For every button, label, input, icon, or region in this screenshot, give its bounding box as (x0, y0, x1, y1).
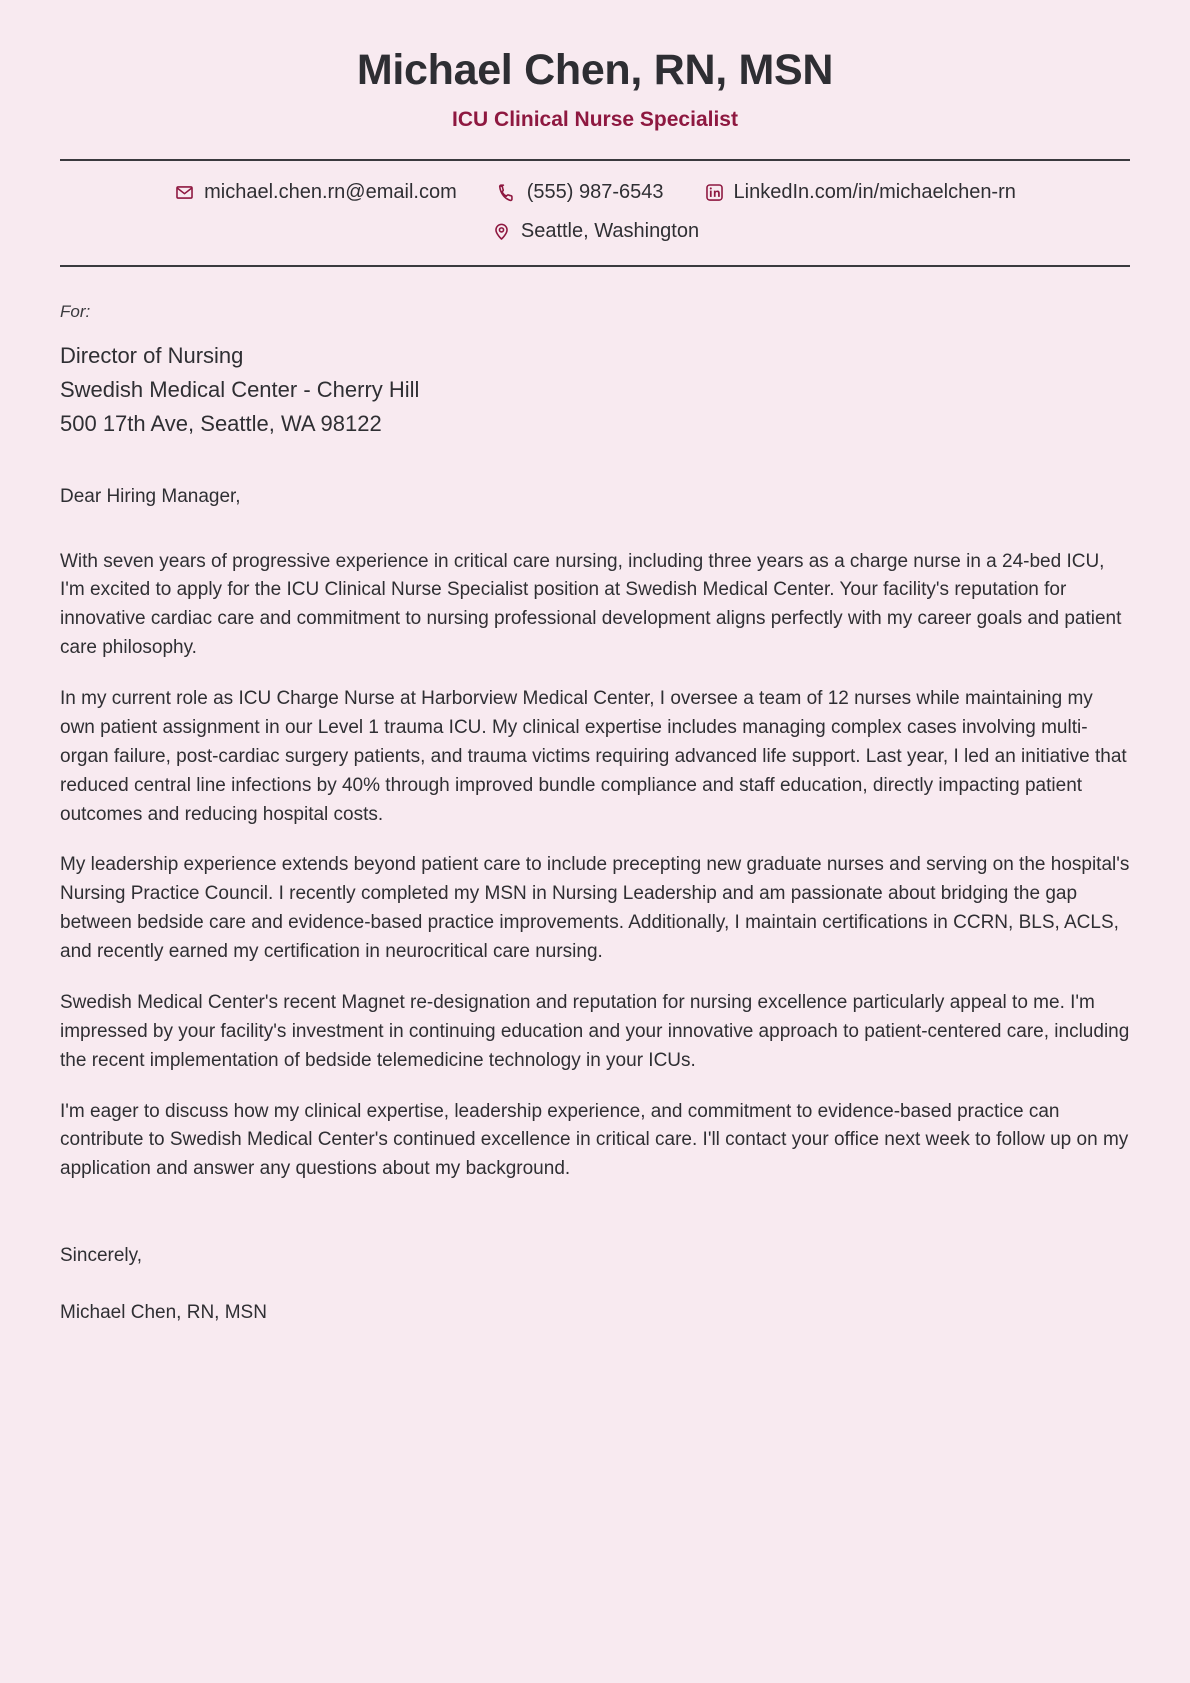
letter-paragraph: With seven years of progressive experience in critical care nursing, including three years as a charge nurse in a 24-bed ICU, I'm excited to apply for the ICU Clinical Nurse Specialist position at Swedish Medical Center. Your facility's reputation for innovative cardiac care and commitment to nursing professional development aligns perfectly with my career goals and patient care philosophy. (60, 550, 1122, 659)
contact-phone-text: (555) 987-6543 (526, 180, 664, 203)
letter-paragraph: Swedish Medical Center's recent Magnet re-designation and reputation for nursing excellence particularly appeal to me. I'm impressed by your facility's investment in continuing education and your innovative approach to patient-centered care, including the recent implementation of bedside telemedicine technology in your ICUs. (60, 991, 1130, 1071)
contact-row-primary (60, 181, 1130, 204)
signature-name: Michael Chen, RN, MSN (60, 1301, 267, 1323)
contact-email-text: michael.chen.rn@email.com (204, 180, 457, 203)
contact-block (60, 181, 1130, 243)
salutation: Dear Hiring Manager, (60, 486, 241, 507)
header-divider-top (60, 159, 1130, 161)
recipient-for-label: For: (60, 301, 91, 321)
phone-icon (497, 182, 518, 203)
recipient-line-address: 500 17th Ave, Seattle, WA 98122 (60, 410, 382, 436)
envelope-icon (174, 182, 195, 203)
contact-location-text: Seattle, Washington (520, 219, 700, 242)
letter-closing (60, 1242, 1130, 1327)
candidate-job-title: ICU Clinical Nurse Specialist (452, 108, 738, 132)
letter-paragraph: My leadership experience extends beyond patient care to include precepting new graduate nurses and serving on the hospital's Nursing Practice Council. I recently completed my MSN in Nursing Leadership and am passionate about bridging the gap between bedside care and evidence-based practice improvements. Additionally, I maintain certifications in CCRN, BLS, ACLS, and recently earned my certification in neurocritical care nursing. (60, 854, 1130, 962)
letter-paragraphs (60, 548, 1130, 1185)
letter-header (60, 0, 1130, 133)
letter-paragraph: In my current role as ICU Charge Nurse at Harborview Medical Center, I oversee a team of 12 nurses while maintaining my own patient assignment in our Level 1 trauma ICU. My clinical expertise includes managing complex cases involving multi-organ failure, post-cardiac surgery patients, and trauma victims requiring advanced life support. Last year, I led an initiative that reduced central line infections by 40% through improved bundle compliance and staff education, directly impacting patient outcomes and reducing hospital costs. (60, 688, 1127, 825)
candidate-name: Michael Chen, RN, MSN (356, 46, 834, 94)
contact-phone[interactable] (497, 181, 664, 204)
contact-linkedin-text: LinkedIn.com/in/michaelchen-rn (733, 180, 1016, 203)
location-pin-icon (491, 221, 512, 242)
contact-row-location (60, 220, 1130, 243)
linkedin-icon (704, 182, 725, 203)
recipient-block (60, 301, 1130, 441)
contact-linkedin[interactable] (704, 181, 1016, 204)
closing-salutation: Sincerely, (60, 1245, 143, 1267)
letter-body (60, 267, 1130, 1328)
contact-email[interactable] (174, 181, 457, 204)
recipient-line-company: Swedish Medical Center - Cherry Hill (60, 376, 420, 402)
recipient-line-title: Director of Nursing (60, 342, 244, 368)
contact-location[interactable] (491, 220, 699, 243)
letter-paragraph: I'm eager to discuss how my clinical expertise, leadership experience, and commitment to evidence-based practice can contribute to Swedish Medical Center's continued excellence in critical care. I'll contact your office next week to follow up on my application and answer any questions about my background. (60, 1100, 1129, 1180)
